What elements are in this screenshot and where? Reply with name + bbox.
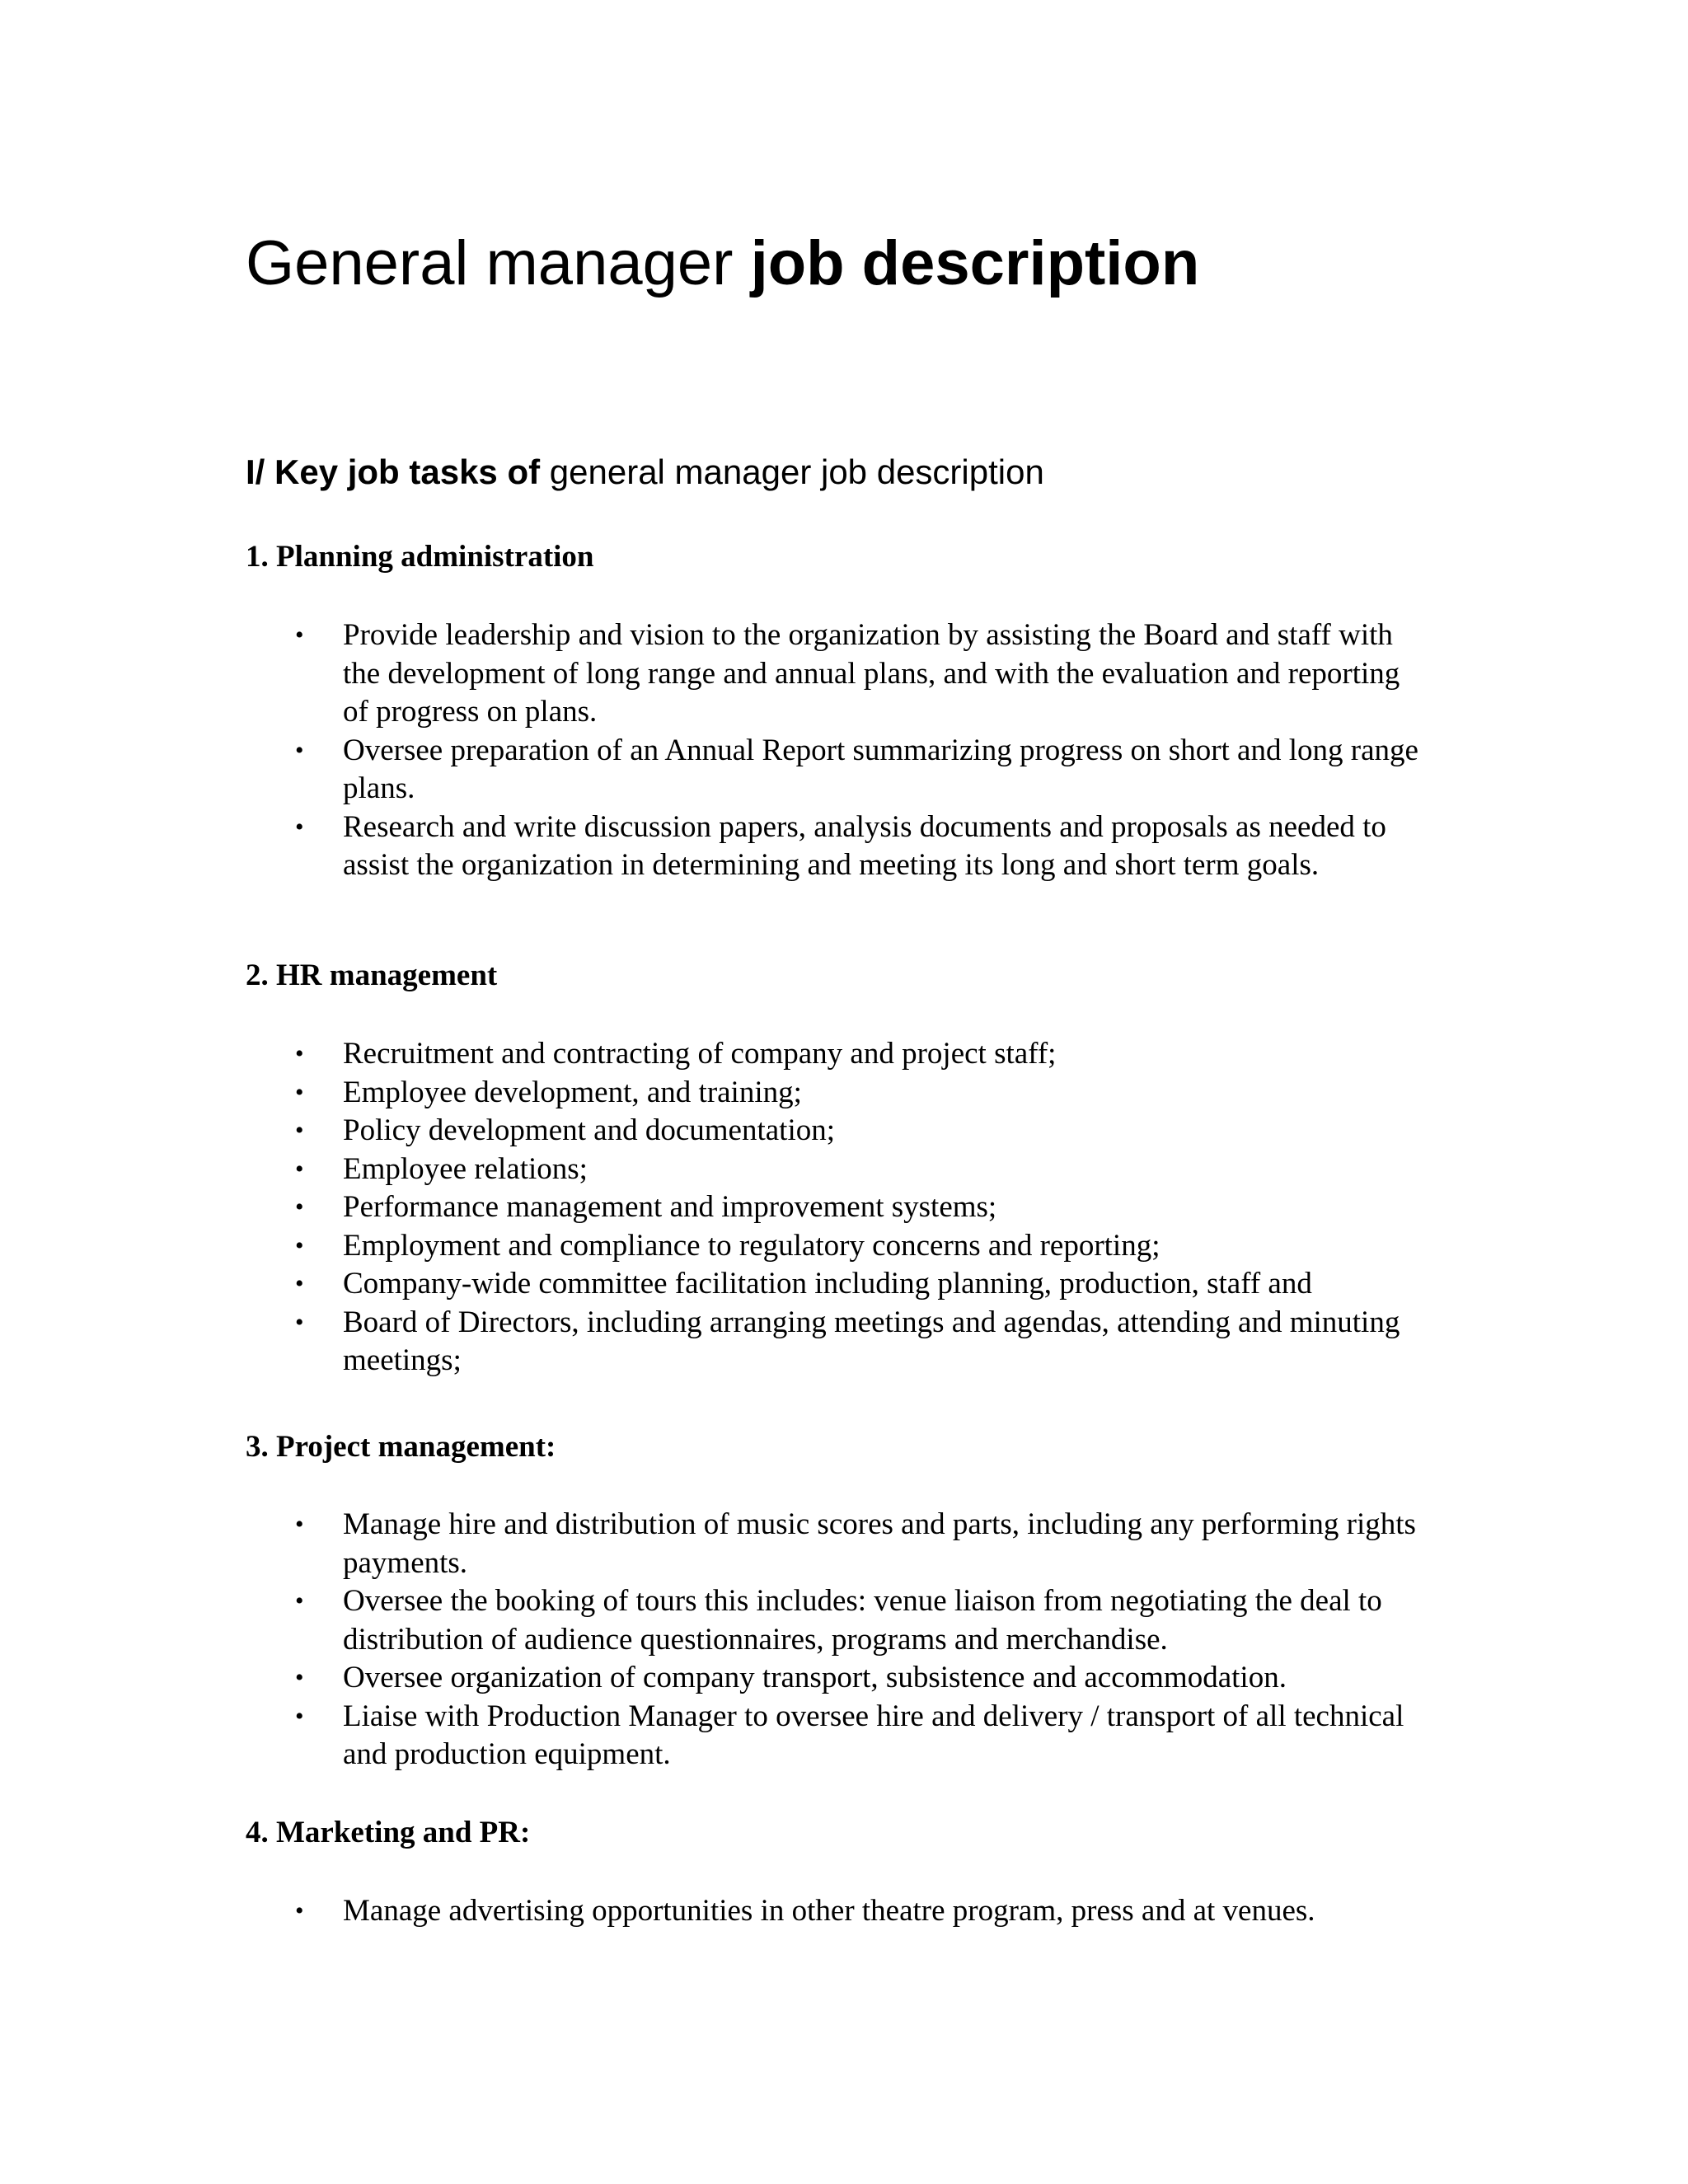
list-item (0, 1698, 1431, 1774)
list-item (0, 1188, 1431, 1227)
list-item (0, 616, 1431, 732)
marketing-list (0, 1892, 1688, 1931)
list-item (0, 1659, 1431, 1698)
list-item (0, 1582, 1431, 1659)
bullet-icon: • (295, 813, 304, 841)
bullet-icon: • (295, 1308, 304, 1336)
list-item-text: Oversee organization of company transport, subsistence and accommodation. (343, 1661, 1287, 1694)
bullet-icon: • (295, 621, 304, 649)
subsection-heading-planning: 1. Planning administration (246, 540, 594, 574)
page-title (246, 223, 1199, 305)
project-list (0, 1506, 1688, 1774)
list-item-text: Liaise with Production Manager to oversee hire and delivery / transport of all technical and production equipment. (343, 1699, 1404, 1771)
title-bold: job description (750, 228, 1200, 298)
bullet-icon: • (295, 1702, 304, 1730)
bullet-icon: • (295, 1193, 304, 1221)
hr-list (0, 1035, 1688, 1380)
list-item (0, 1112, 1431, 1151)
list-item-text: Policy development and documentation; (343, 1113, 836, 1147)
list-item-text: Oversee preparation of an Annual Report summarizing progress on short and long range plans. (343, 733, 1418, 805)
subsection-heading-hr: 2. HR management (246, 958, 498, 992)
bullet-icon: • (295, 1587, 304, 1615)
bullet-icon: • (295, 1231, 304, 1259)
list-item-text: Manage hire and distribution of music scores and parts, including any performing rights payments. (343, 1507, 1416, 1580)
list-item-text: Recruitment and contracting of company and project staff; (343, 1037, 1057, 1071)
list-item (0, 1035, 1431, 1074)
list-item-text: Research and write discussion papers, analysis documents and proposals as needed to assist the organization in determining and meeting its long and short term goals. (343, 809, 1386, 882)
list-item-text: Employee development, and training; (343, 1075, 802, 1109)
bullet-icon: • (295, 1078, 304, 1106)
list-item-text: Oversee the booking of tours this includes: venue liaison from negotiating the deal to distribution of audience questionnaires, programs and merchandise. (343, 1584, 1382, 1657)
list-item-text: Employment and compliance to regulatory concerns and reporting; (343, 1228, 1160, 1263)
subsection-heading-project: 3. Project management: (246, 1430, 556, 1464)
list-item-text: Performance management and improvement systems; (343, 1190, 997, 1224)
bullet-icon: • (295, 736, 304, 764)
planning-list (0, 616, 1688, 885)
section-heading (246, 450, 1044, 494)
list-item (0, 1265, 1431, 1304)
list-item-text: Provide leadership and vision to the organization by assisting the Board and staff with the development of long range and annual plans, and with the evaluation and reporting of progress on plans. (343, 618, 1400, 729)
bullet-icon: • (295, 1511, 304, 1538)
list-item (0, 1074, 1431, 1113)
list-item (0, 808, 1431, 885)
bullet-icon: • (295, 1270, 304, 1297)
section-heading-bold: I/ Key job tasks of (246, 452, 541, 491)
title-regular: General manager (246, 228, 751, 298)
list-item (0, 1227, 1431, 1266)
list-item (0, 1304, 1431, 1380)
bullet-icon: • (295, 1155, 304, 1183)
bullet-icon: • (295, 1664, 304, 1691)
bullet-icon: • (295, 1040, 304, 1067)
subsection-heading-marketing: 4. Marketing and PR: (246, 1816, 531, 1849)
list-item-text: Employee relations; (343, 1151, 588, 1186)
bullet-icon: • (295, 1897, 304, 1924)
list-item-text: Manage advertising opportunities in other theatre program, press and at venues. (343, 1894, 1315, 1928)
list-item-text: Board of Directors, including arranging meetings and agendas, attending and minuting meetings; (343, 1305, 1400, 1377)
bullet-icon: • (295, 1117, 304, 1144)
list-item (0, 1151, 1431, 1189)
list-item (0, 1892, 1431, 1931)
list-item (0, 1506, 1431, 1582)
list-item-text: Company-wide committee facilitation including planning, production, staff and (343, 1267, 1312, 1301)
list-item (0, 732, 1431, 808)
section-heading-regular: general manager job description (540, 452, 1044, 491)
